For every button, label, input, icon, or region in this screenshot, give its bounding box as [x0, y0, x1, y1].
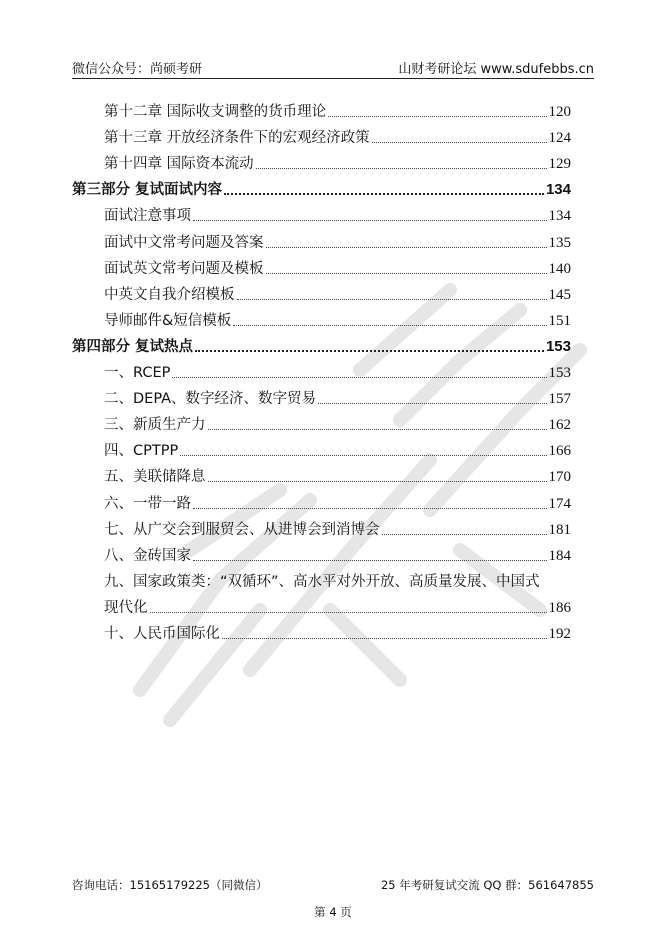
toc-entry[interactable]: [72, 592, 571, 618]
toc-entry[interactable]: [72, 253, 571, 279]
toc-entry[interactable]: [72, 279, 571, 305]
toc-entry-title: 中英文自我介绍模板: [104, 286, 235, 303]
toc-entry-page: 135: [548, 234, 571, 251]
toc-entry[interactable]: [72, 540, 571, 566]
toc-entry-page: 166: [548, 443, 571, 460]
toc-leader-dots: [222, 638, 547, 639]
toc-entry-page: 174: [548, 495, 571, 512]
toc-leader-dots: [318, 403, 546, 404]
toc-entry-title: 一、RCEP: [104, 365, 171, 382]
page-number: 第 4 页: [314, 905, 352, 919]
toc-entry-title: 第十四章 国际资本流动: [104, 156, 254, 173]
toc-entry-page: 153: [548, 365, 571, 382]
toc-leader-dots: [382, 534, 547, 535]
toc-entry[interactable]: [72, 435, 571, 461]
toc-leader-dots: [208, 481, 547, 482]
toc-leader-dots: [233, 325, 546, 326]
toc-entry-title: 六、一带一路: [104, 495, 191, 512]
toc-entry-title: 四、CPTPP: [104, 443, 179, 460]
toc-entry[interactable]: [72, 148, 571, 174]
toc-leader-dots: [150, 612, 547, 613]
table-of-contents: [72, 96, 571, 644]
toc-entry-title: 七、从广交会到服贸会、从进博会到消博会: [104, 521, 380, 538]
toc-leader-dots: [195, 350, 544, 352]
toc-entry[interactable]: [72, 357, 571, 383]
toc-entry-title: 第十二章 国际收支调整的货币理论: [104, 104, 327, 121]
toc-entry-page: 181: [548, 521, 571, 538]
toc-leader-dots: [237, 299, 547, 300]
toc-entry-page: 134: [548, 208, 571, 225]
toc-entry-page: 192: [548, 625, 571, 642]
toc-entry-title: 五、美联储降息: [104, 469, 206, 486]
toc-entry-title: 第十三章 开放经济条件下的宏观经济政策: [104, 130, 370, 147]
toc-leader-dots: [266, 273, 547, 274]
toc-entry[interactable]: [72, 618, 571, 644]
header-forum-site: 山财考研论坛 www.sdufebbs.cn: [398, 62, 594, 77]
toc-entry-page: 134: [545, 181, 571, 199]
toc-entry-title: 第三部分 复试面试内容: [72, 182, 223, 199]
toc-entry[interactable]: [72, 96, 571, 122]
toc-entry-title: 现代化: [104, 599, 148, 616]
toc-entry-title: 第四部分 复试热点: [72, 338, 194, 355]
toc-entry[interactable]: [72, 409, 571, 435]
toc-entry[interactable]: [72, 226, 571, 252]
toc-entry-page: 140: [548, 260, 571, 277]
toc-entry-page: 151: [548, 312, 571, 329]
toc-entry-title: 面试中文常考问题及答案: [104, 234, 264, 251]
toc-entry-page: 157: [548, 391, 571, 408]
toc-entry[interactable]: [72, 200, 571, 226]
toc-leader-dots: [372, 142, 547, 143]
toc-entry-page: 153: [545, 337, 571, 355]
toc-entry[interactable]: [72, 122, 571, 148]
toc-leader-dots: [208, 429, 547, 430]
toc-entry[interactable]: [72, 461, 571, 487]
toc-leader-dots: [328, 116, 546, 117]
toc-entry-title: 三、新质生产力: [104, 417, 206, 434]
toc-leader-dots: [180, 455, 546, 456]
toc-entry-title: 八、金砖国家: [104, 547, 191, 564]
toc-entry-page: 186: [548, 599, 571, 616]
page-footer: [72, 877, 594, 893]
toc-entry-page: 120: [548, 104, 571, 121]
toc-leader-dots: [172, 377, 546, 378]
toc-entry-page: 162: [548, 417, 571, 434]
toc-entry[interactable]: [72, 566, 571, 592]
toc-leader-dots: [256, 168, 547, 169]
toc-leader-dots: [266, 247, 547, 248]
toc-entry-title: 面试注意事项: [104, 208, 191, 225]
toc-entry-page: 170: [548, 469, 571, 486]
toc-part-entry[interactable]: [72, 174, 571, 200]
toc-leader-dots: [193, 560, 547, 561]
toc-entry-title: 十、人民币国际化: [104, 625, 220, 642]
toc-entry[interactable]: [72, 383, 571, 409]
toc-entry-page: 124: [548, 130, 571, 147]
toc-entry-page: 184: [548, 547, 571, 564]
toc-leader-dots: [193, 508, 547, 509]
toc-entry-title: 导师邮件&短信模板: [104, 312, 232, 329]
footer-qq-group: 25 年考研复试交流 QQ 群：561647855: [380, 878, 594, 892]
toc-entry-title: 二、DEPA、数字经济、数字贸易: [104, 391, 317, 408]
toc-entry[interactable]: [72, 514, 571, 540]
toc-entry-title: 九、国家政策类：“双循环”、高水平对外开放、高质量发展、中国式: [104, 573, 540, 590]
toc-leader-dots: [193, 220, 547, 221]
toc-entry-page: 129: [548, 156, 571, 173]
toc-part-entry[interactable]: [72, 331, 571, 357]
toc-entry-page: 145: [548, 286, 571, 303]
toc-entry[interactable]: [72, 305, 571, 331]
toc-entry[interactable]: [72, 487, 571, 513]
page-header: [72, 56, 594, 79]
toc-entry-title: 面试英文常考问题及模板: [104, 260, 264, 277]
header-wechat-account: 微信公众号：尚硕考研: [72, 62, 203, 77]
footer-phone: 咨询电话：15165179225（同微信）: [72, 878, 268, 892]
toc-leader-dots: [224, 193, 544, 195]
